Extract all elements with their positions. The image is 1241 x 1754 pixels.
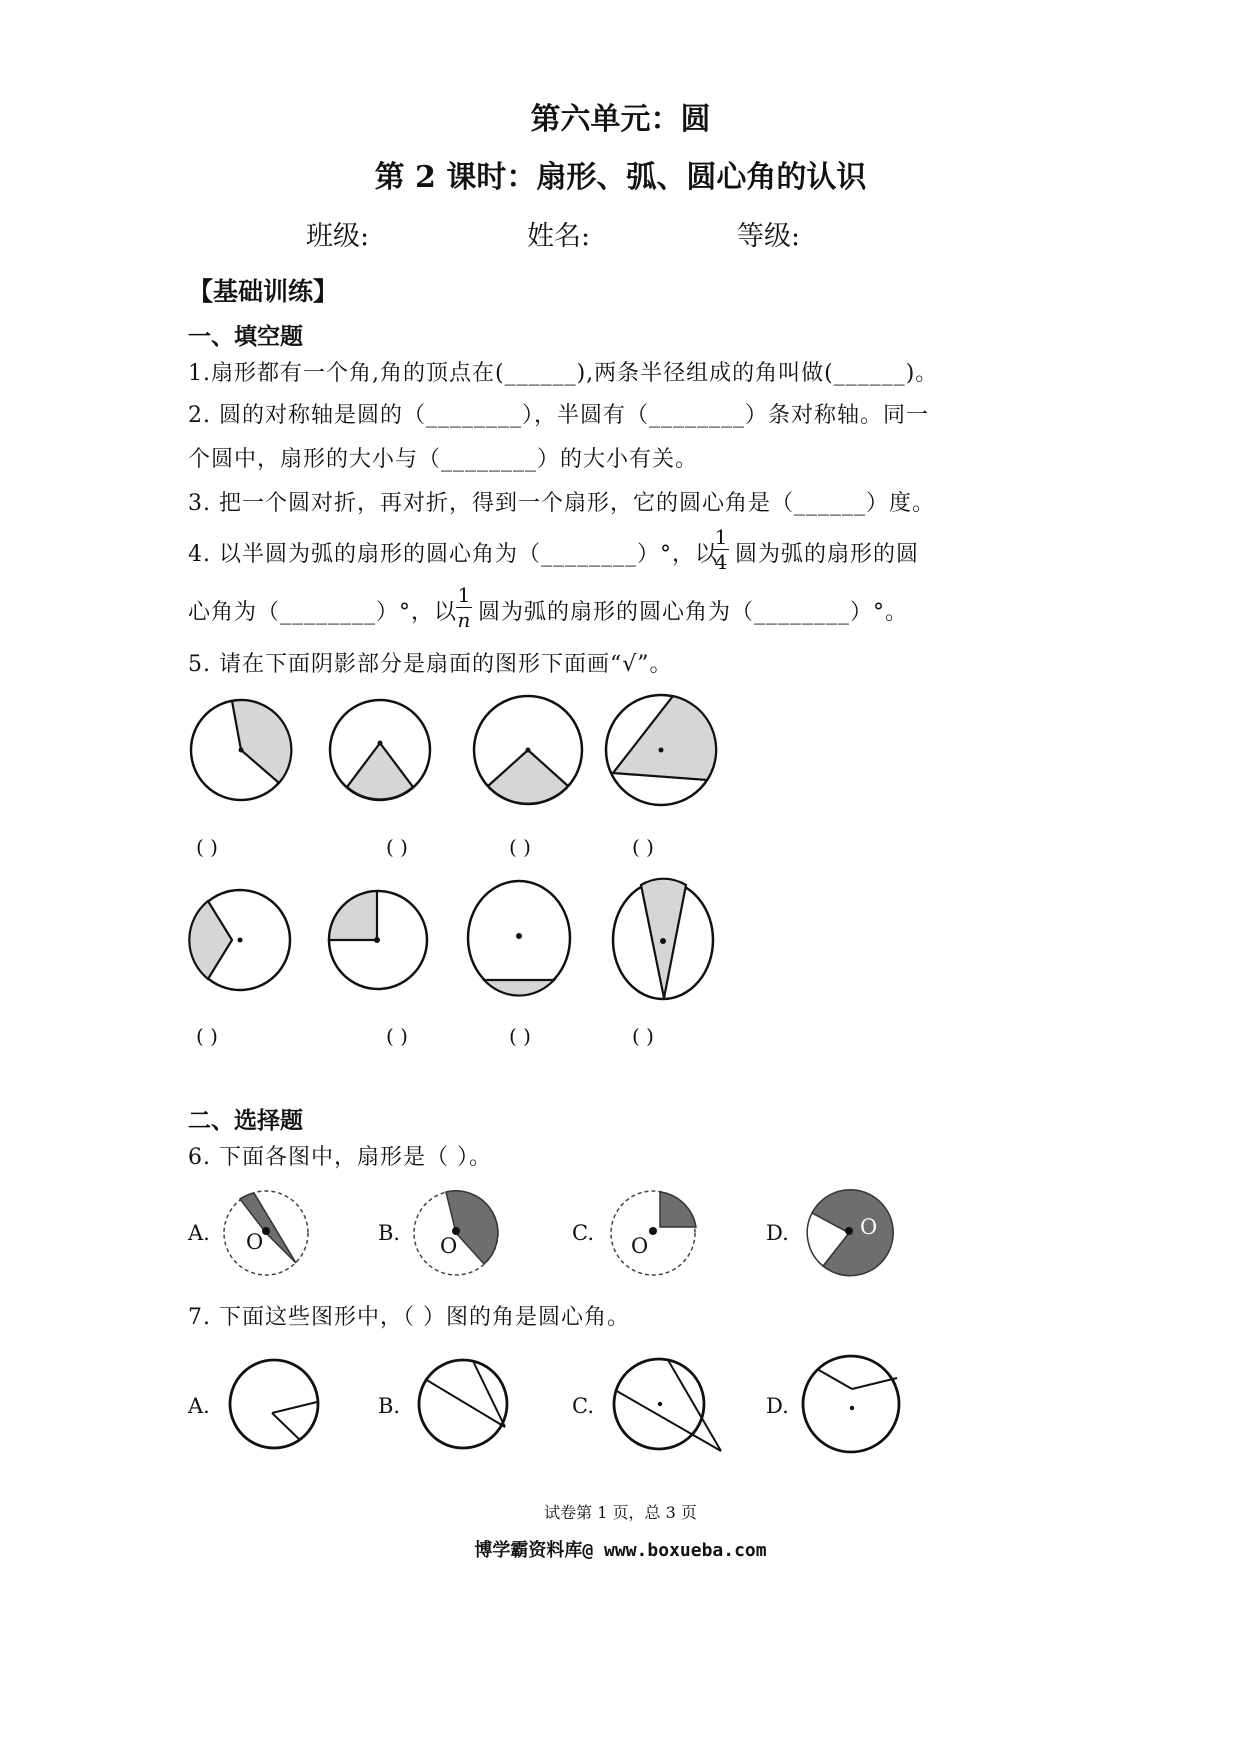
watermark: 博学霸资料库@ www.boxueba.com — [474, 1540, 767, 1561]
q7-figure-b — [419, 1360, 507, 1448]
question-5: 5. 请在下面阴影部分是扇面的图形下面画“√”。 — [188, 652, 673, 677]
option-c-label[interactable]: C. — [572, 1221, 594, 1245]
option-d-label[interactable]: D. — [766, 1394, 789, 1418]
grade-label: 等级: — [737, 221, 801, 252]
q5-figure-2 — [330, 700, 430, 800]
option-a-label[interactable]: A. — [188, 1394, 210, 1418]
q5-figure-8 — [613, 879, 713, 999]
q6-figure-a — [224, 1191, 308, 1275]
q6-figure-c — [611, 1191, 696, 1275]
question-7: 7. 下面这些图形中，（ ）图的角是圆心角。 — [188, 1305, 630, 1330]
answer-blank[interactable]: ( ) — [632, 1024, 654, 1048]
name-label: 姓名: — [527, 221, 591, 252]
lesson-title: 第 2 课时：扇形、弧、圆心角的认识 — [374, 160, 867, 195]
q7-figure-c — [614, 1359, 721, 1451]
option-a-label[interactable]: A. — [188, 1221, 210, 1245]
question-3: 3. 把一个圆对折，再对折，得到一个扇形，它的圆心角是（______）度。 — [188, 491, 935, 516]
q5-figure-4 — [606, 695, 716, 805]
center-o-label: O — [631, 1234, 649, 1258]
center-o-label: O — [440, 1234, 458, 1258]
answer-blank[interactable]: ( ) — [632, 835, 654, 859]
class-label: 班级: — [306, 221, 370, 252]
answer-blank[interactable]: ( ) — [509, 1024, 531, 1048]
answer-blank[interactable]: ( ) — [509, 835, 531, 859]
option-d-label[interactable]: D. — [766, 1221, 789, 1245]
section-basic-training: 【基础训练】 — [188, 277, 339, 306]
option-b-label[interactable]: B. — [378, 1394, 401, 1418]
q5-figure-1 — [191, 700, 291, 800]
q7-figure-d — [803, 1356, 899, 1452]
unit-title: 第六单元：圆 — [530, 102, 711, 137]
question-4-line-2a: 心角为（________）°，以 — [188, 600, 458, 625]
page-footer: 试卷第 1 页，总 3 页 — [544, 1503, 697, 1522]
question-6: 6. 下面各图中，扇形是（ ）。 — [188, 1145, 492, 1170]
q5-figure-7 — [468, 881, 570, 996]
fraction-numerator: 1 — [457, 583, 471, 607]
section-fill-in: 一、填空题 — [188, 324, 303, 350]
question-4-line-2b: 圆为弧的扇形的圆心角为（________）°。 — [478, 600, 909, 625]
q7-figure-a — [230, 1360, 318, 1448]
fraction-denominator: 4 — [714, 550, 728, 574]
q5-figure-5 — [189, 890, 290, 990]
q5-figure-3 — [474, 696, 582, 804]
q5-figure-6 — [329, 891, 427, 989]
answer-blank[interactable]: ( ) — [386, 835, 408, 859]
fraction-denominator: n — [457, 608, 471, 632]
q6-figure-d — [807, 1190, 893, 1276]
answer-blank[interactable]: ( ) — [196, 1024, 218, 1048]
question-1: 1.扇形都有一个角,角的顶点在(______),两条半径组成的角叫做(______)。 — [188, 361, 939, 386]
question-4-line-1b: 圆为弧的扇形的圆 — [735, 542, 920, 567]
center-o-label: O — [246, 1230, 264, 1254]
center-o-label: O — [860, 1215, 878, 1239]
answer-blank[interactable]: ( ) — [386, 1024, 408, 1048]
fraction-numerator: 1 — [714, 525, 728, 549]
q6-figure-b — [414, 1191, 498, 1275]
option-b-label[interactable]: B. — [378, 1221, 401, 1245]
question-4-line-1a: 4. 以半圆为弧的扇形的圆心角为（________）°，以 — [188, 542, 718, 567]
question-2-line-2: 个圆中，扇形的大小与（________）的大小有关。 — [188, 447, 699, 472]
option-c-label[interactable]: C. — [572, 1394, 594, 1418]
section-multiple-choice: 二、选择题 — [188, 1108, 303, 1134]
answer-blank[interactable]: ( ) — [196, 835, 218, 859]
question-2-line-1: 2. 圆的对称轴是圆的（________），半圆有（________）条对称轴。同一 — [188, 403, 929, 428]
